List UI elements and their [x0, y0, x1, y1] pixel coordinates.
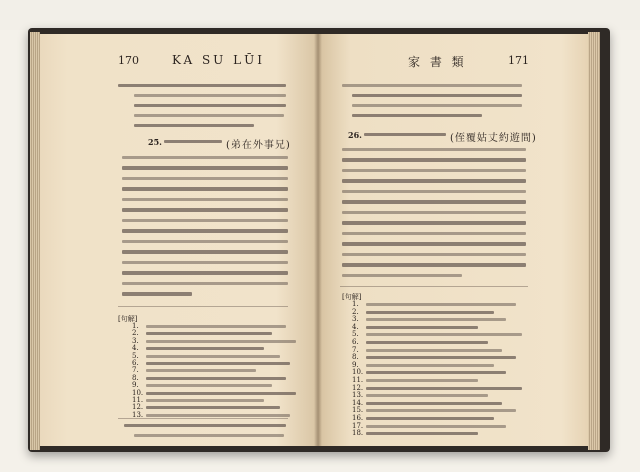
exercise-number: 1.	[132, 322, 139, 330]
text-line	[342, 84, 522, 87]
exercise-number: 6.	[132, 359, 139, 367]
exercise-line	[146, 392, 296, 395]
exercise-number: 7.	[352, 345, 359, 354]
text-line	[122, 208, 288, 212]
exercise-number: 16.	[352, 414, 364, 422]
text-line	[342, 232, 526, 235]
exercise-line	[366, 318, 506, 321]
text-line	[134, 434, 284, 437]
right-running-head: 家 書 類	[408, 55, 467, 69]
exercise-line	[146, 414, 290, 417]
exercise-number: 17.	[352, 421, 364, 430]
exercise-number: 18.	[352, 429, 364, 438]
exercise-line	[366, 371, 506, 374]
text-line	[342, 158, 526, 162]
text-line	[134, 114, 284, 117]
page-edges-right	[588, 32, 600, 450]
text-line	[342, 169, 526, 172]
exercise-number: 5.	[132, 351, 139, 360]
text-line	[122, 187, 288, 191]
exercise-line	[366, 379, 478, 382]
text-line	[134, 104, 286, 107]
text-line	[342, 190, 526, 193]
exercise-line	[366, 417, 494, 420]
exercise-number: 4.	[352, 322, 359, 331]
exercise-number: 12.	[132, 403, 144, 412]
divider	[118, 418, 288, 419]
section-number: 26.	[348, 130, 362, 140]
exercise-line	[146, 355, 280, 358]
text-line	[124, 424, 286, 427]
text-line	[122, 229, 288, 233]
text-line	[122, 271, 288, 275]
text-line	[342, 242, 526, 246]
exercise-number: 6.	[352, 338, 359, 346]
left-page-number: 170	[118, 54, 139, 67]
exercise-line	[146, 362, 290, 365]
exercise-line	[366, 432, 478, 435]
exercise-number: 3.	[132, 336, 139, 345]
exercise-line	[366, 364, 494, 367]
exercise-line	[366, 425, 506, 428]
text-line	[342, 148, 526, 151]
exercise-line	[366, 402, 502, 405]
exercise-line	[366, 303, 516, 306]
text-line	[342, 274, 462, 277]
exercise-number: 2.	[352, 307, 359, 316]
text-line	[352, 114, 482, 117]
exercise-number: 13.	[132, 410, 144, 419]
section-title-cjk: (弟在外事兄)	[226, 140, 291, 151]
text-line	[342, 221, 526, 225]
text-line	[342, 263, 526, 267]
exercise-line	[366, 326, 478, 329]
right-page-number: 171	[508, 54, 529, 67]
text-line	[122, 177, 288, 180]
text-line	[342, 179, 526, 183]
exercise-line	[146, 384, 272, 387]
exercise-number: 12.	[352, 383, 364, 392]
exercise-number: 1.	[352, 300, 359, 308]
exercise-line	[146, 340, 296, 343]
text-line	[122, 250, 288, 254]
exercise-tag: [句解]	[342, 293, 362, 301]
exercise-line	[366, 349, 502, 352]
gutter-shadow	[314, 34, 322, 446]
text-line	[122, 156, 288, 159]
section-title-line	[364, 133, 446, 136]
right-page	[318, 34, 588, 446]
text-line	[122, 292, 192, 296]
text-line	[342, 200, 526, 204]
exercise-number: 8.	[132, 373, 139, 382]
text-line	[122, 282, 288, 285]
exercise-number: 13.	[352, 391, 364, 400]
text-line	[122, 261, 288, 264]
page-edges-left	[30, 32, 40, 450]
text-line	[134, 124, 254, 127]
exercise-line	[366, 311, 494, 314]
text-line	[134, 94, 286, 97]
exercise-number: 3.	[352, 315, 359, 324]
exercise-line	[146, 377, 286, 380]
exercise-line	[366, 341, 488, 344]
exercise-number: 10.	[132, 388, 144, 397]
text-line	[122, 198, 288, 201]
exercise-number: 7.	[132, 366, 139, 375]
exercise-line	[146, 406, 280, 409]
section-title-line	[164, 140, 222, 143]
exercise-line	[366, 387, 522, 390]
exercise-number: 9.	[352, 360, 359, 369]
background	[0, 0, 640, 30]
exercise-line	[146, 347, 264, 350]
section-number: 25.	[148, 137, 162, 147]
exercise-number: 4.	[132, 344, 139, 353]
divider	[340, 286, 528, 287]
text-line	[122, 219, 288, 222]
text-line	[342, 211, 526, 214]
exercise-number: 8.	[352, 353, 359, 362]
left-running-head: KA SU LŪI	[172, 53, 265, 67]
exercise-number: 14.	[352, 398, 364, 407]
exercise-number: 11.	[132, 396, 144, 404]
text-line	[352, 94, 522, 97]
left-page	[40, 34, 318, 446]
exercise-line	[366, 333, 522, 336]
exercise-number: 10.	[352, 368, 364, 377]
exercise-number: 15.	[352, 406, 364, 415]
exercise-number: 2.	[132, 329, 139, 338]
text-line	[118, 84, 286, 87]
exercise-line	[146, 369, 256, 372]
text-line	[122, 240, 288, 243]
exercise-tag: [句解]	[118, 315, 138, 323]
exercise-line	[146, 325, 286, 328]
divider	[118, 306, 288, 307]
exercise-number: 5.	[352, 330, 359, 339]
exercise-line	[366, 356, 516, 359]
exercise-line	[146, 332, 272, 335]
text-line	[352, 104, 522, 107]
exercise-line	[366, 394, 488, 397]
text-line	[342, 253, 526, 256]
exercise-line	[146, 399, 264, 402]
text-line	[122, 166, 288, 170]
section-title-cjk: (侄覆姑丈約遊間)	[450, 133, 537, 144]
exercise-number: 11.	[352, 376, 364, 384]
exercise-number: 9.	[132, 381, 139, 390]
exercise-line	[366, 409, 516, 412]
